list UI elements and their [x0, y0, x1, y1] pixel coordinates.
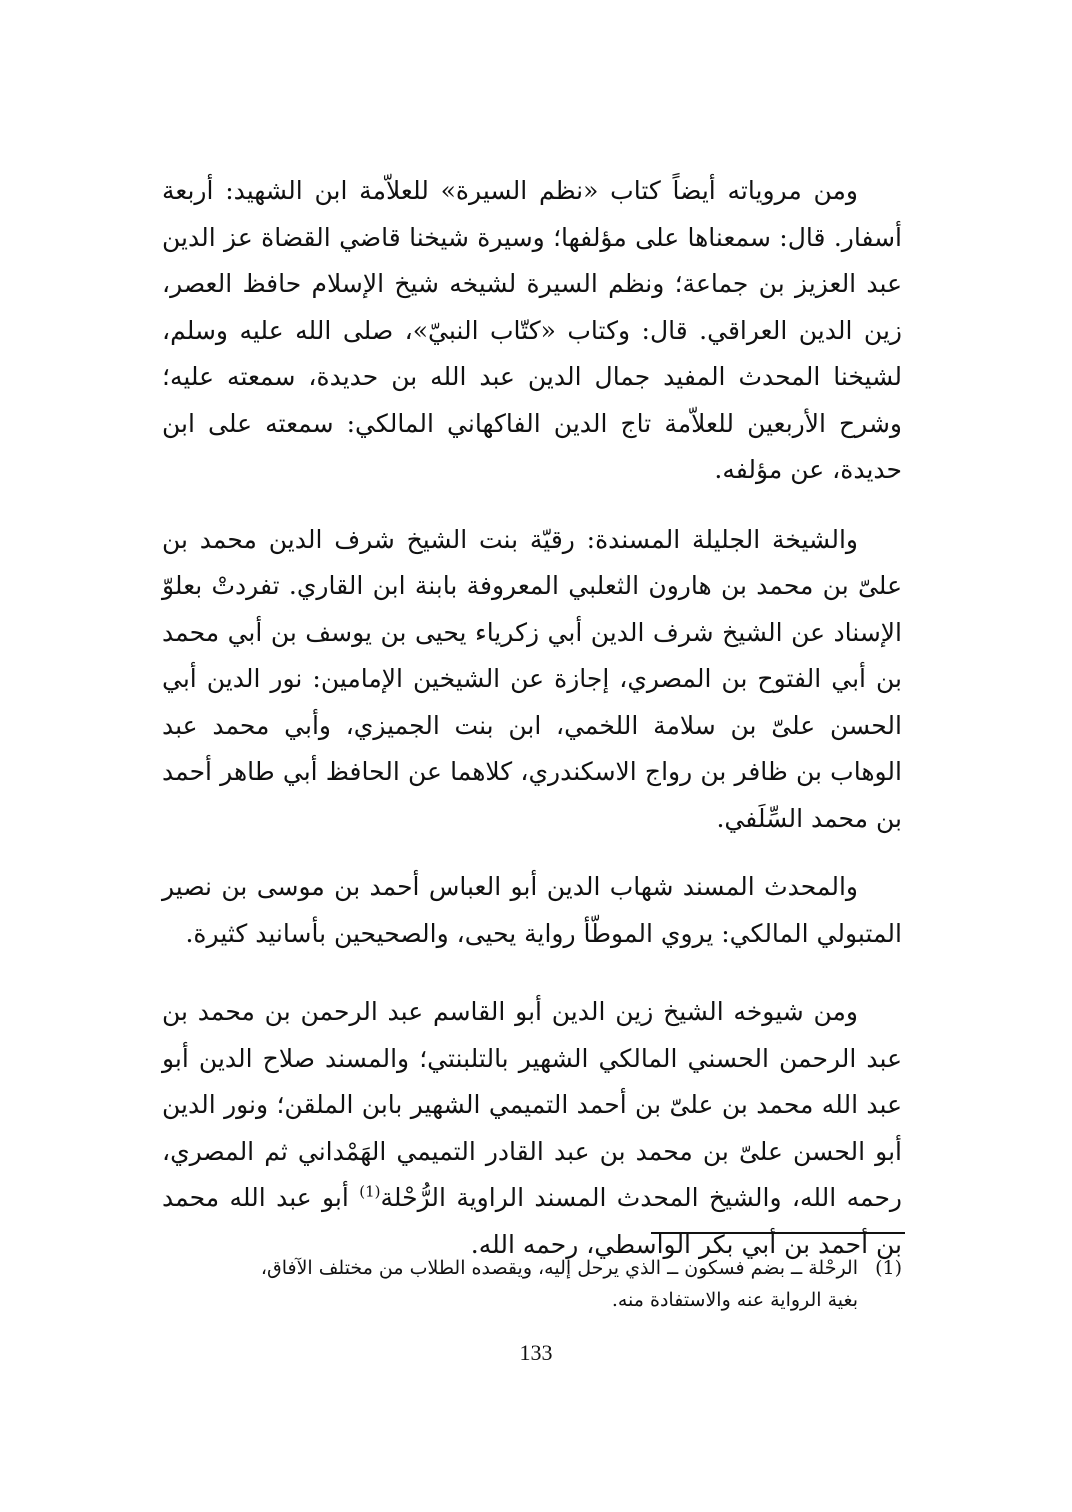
- paragraph-4-text: ومن شيوخه الشيخ زين الدين أبو القاسم عبد الرحمن بن محمد بن عبد الرحمن الحسني المالكي الشهير بالتلبنتي؛ والمسند صلاح الدين أبو عبد الله محمد بن علىّ بن أحمد التميمي الشهير بابن الملقن؛ ونور الدين أبو الحسن علىّ بن محمد بن عبد القادر التميمي الهَمْداني ثم المصري، رحمه الله، والشيخ المحدث المسند الراوية الرُّحْلة: [162, 997, 902, 1212]
- footnote-line-1: [162, 1252, 902, 1284]
- paragraph-3: والمحدث المسند شهاب الدين أبو العباس أحمد بن موسى بن نصير المتبولي المالكي: يروي الموطّأ رواية يحيى، والصحيحين بأسانيد كثيرة.: [162, 872, 902, 948]
- footnote-text-1: الرحْلة ــ بضم فسكون ــ الذي يرحل إليه، ويقصده الطلاب من مختلف الآفاق،: [260, 1257, 858, 1279]
- footnote-divider: [651, 1232, 905, 1234]
- page-number: 133: [519, 1340, 553, 1365]
- footnote: [162, 1252, 902, 1316]
- paragraph-2: والشيخة الجليلة المسندة: رقيّة بنت الشيخ شرف الدين محمد بن علىّ بن محمد بن هارون الثعلبي المعروفة بابنة ابن القاري. تفردتْ بعلوّ الإسناد عن الشيخ شرف الدين أبي زكرياء يحيى بن يوسف بن أبي محمد بن أبي الفتوح بن المصري، إجازة عن الشيخين الإمامين: نور الدين أبي الحسن علىّ بن سلامة اللخمي، ابن بنت الجميزي، وأبي محمد عبد الوهاب بن ظافر بن رواج الاسكندري، كلاهما عن الحافظ أبي طاهر أحمد بن محمد السِّلَفي.: [162, 524, 902, 833]
- paragraph-4-continuation: أبو عبد الله محمد بن أحمد بن أبي بكر الواسطي، رحمه الله.: [162, 1183, 902, 1259]
- paragraph-1: ومن مروياته أيضاً كتاب «نظم السيرة» للعلاّمة ابن الشهيد: أربعة أسفار. قال: سمعناها على مؤلفها؛ وسيرة شيخنا قاضي القضاة عز الدين عبد العزيز بن جماعة؛ ونظم السيرة لشيخه شيخ الإسلام حافظ العصر، زين الدين العراقي. قال: وكتاب «كتّاب النبيّ»، صلى الله عليه وسلم، لشيخنا المحدث المفيد جمال الدين عبد الله بن حديدة، سمعته عليه؛ وشرح الأربعين للعلاّمة تاج الدين الفاكهاني المالكي: سمعته على ابن حديدة، عن مؤلفه.: [162, 176, 902, 484]
- footnote-line-2: بغية الرواية عنه والاستفادة منه.: [611, 1289, 858, 1311]
- footnote-number: (1): [875, 1257, 902, 1279]
- main-text: [162, 168, 902, 1268]
- paragraph-4: [162, 989, 902, 1268]
- footnote-reference: (1): [359, 1182, 381, 1201]
